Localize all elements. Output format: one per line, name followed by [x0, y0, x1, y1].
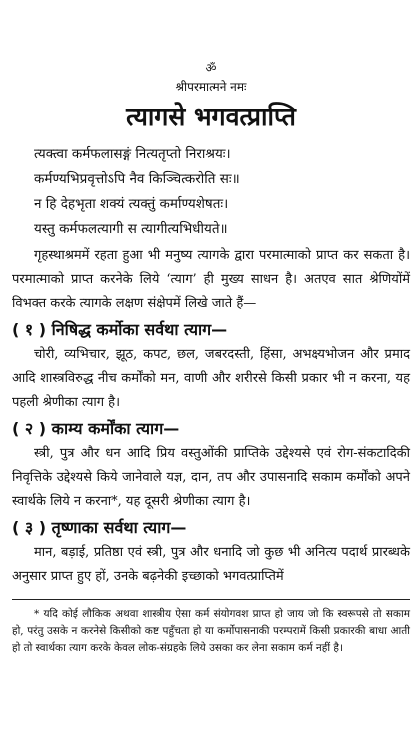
section-body-2: स्त्री, पुत्र और धन आदि प्रिय वस्तुओंकी प्राप्तिके उद्देश्यसे एवं रोग-संकटादिकी निवृत्तिके उद्देश्यसे किये जानेवाले यज्ञ, दान, तप और उपासनादि सकाम कर्मोंको अपने स्वार्थके लिये न करना*, यह दूसरी श्रेणीका त्याग है।: [12, 446, 410, 509]
om-symbol: ॐ: [205, 61, 217, 75]
section-body-1: चोरी, व्यभिचार, झूठ, कपट, छल, जबरदस्ती, हिंसा, अभक्ष्यभोजन और प्रमाद आदि शास्त्रविरुद्ध नीच कर्मोंको मन, वाणी और शरीरसे किसी प्रकार भी न करना, यह पहली श्रेणीका त्याग है।: [12, 347, 410, 410]
verse-line: त्यक्त्वा कर्मफलासङ्गं नित्यतृप्तो निराश्रयः।: [34, 146, 231, 162]
footnote: * यदि कोई लौकिक अथवा शास्त्रीय ऐसा कर्म संयोगवश प्राप्त हो जाय जो कि स्वरूपसे तो सकाम हो, परंतु उसके न करनेसे किसीको कष्ट पहुँचता हो या कर्मोपासनाकी परम्परामें किसी प्रकारकी बाधा आती हो तो स्वार्थका त्याग करके केवल लोक-संग्रहके लिये उसका कर लेना सकाम कर्म नहीं है।: [12, 608, 410, 654]
footnote-divider: [12, 599, 410, 600]
verse-line: न हि देहभृता शक्यं त्यक्तुं कर्माण्यशेषतः।: [34, 196, 229, 212]
page-title: त्यागसे भगवत्प्राप्ति: [126, 102, 296, 131]
section-heading-3: ( ३ ) तृष्णाका सर्वथा त्याग—: [12, 518, 187, 537]
verse-line: कर्मण्यभिप्रवृत्तोऽपि नैव किञ्चित्करोति सः॥: [34, 171, 240, 187]
sanskrit-verse: [34, 142, 410, 242]
verse-line: यस्तु कर्मफलत्यागी स त्यागीत्यभिधीयते॥: [34, 221, 228, 237]
section-heading-2: ( २ ) काम्य कर्मोंका त्याग—: [12, 419, 180, 438]
invocation-line: श्रीपरमात्मने नमः: [175, 80, 247, 94]
section-heading-1: ( १ ) निषिद्ध कर्मोका सर्वथा त्याग—: [12, 320, 228, 339]
intro-paragraph: गृहस्थाश्रममें रहता हुआ भी मनुष्य त्यागके द्वारा परमात्माको प्राप्त कर सकता है। परमात्माको प्राप्त करनेके लिये ‘त्याग’ ही मुख्य साधन है। अतएव सात श्रेणियोंमें विभक्त करके त्यागके लक्षण संक्षेपमें लिखे जाते हैं—: [12, 248, 410, 311]
section-body-3: मान, बड़ाई, प्रतिष्ठा एवं स्त्री, पुत्र और धनादि जो कुछ भी अनित्य पदार्थ प्रारब्धके अनुसार प्राप्त हुए हों, उनके बढ़नेकी इच्छाको भगवत्प्राप्तिमें: [12, 545, 410, 584]
